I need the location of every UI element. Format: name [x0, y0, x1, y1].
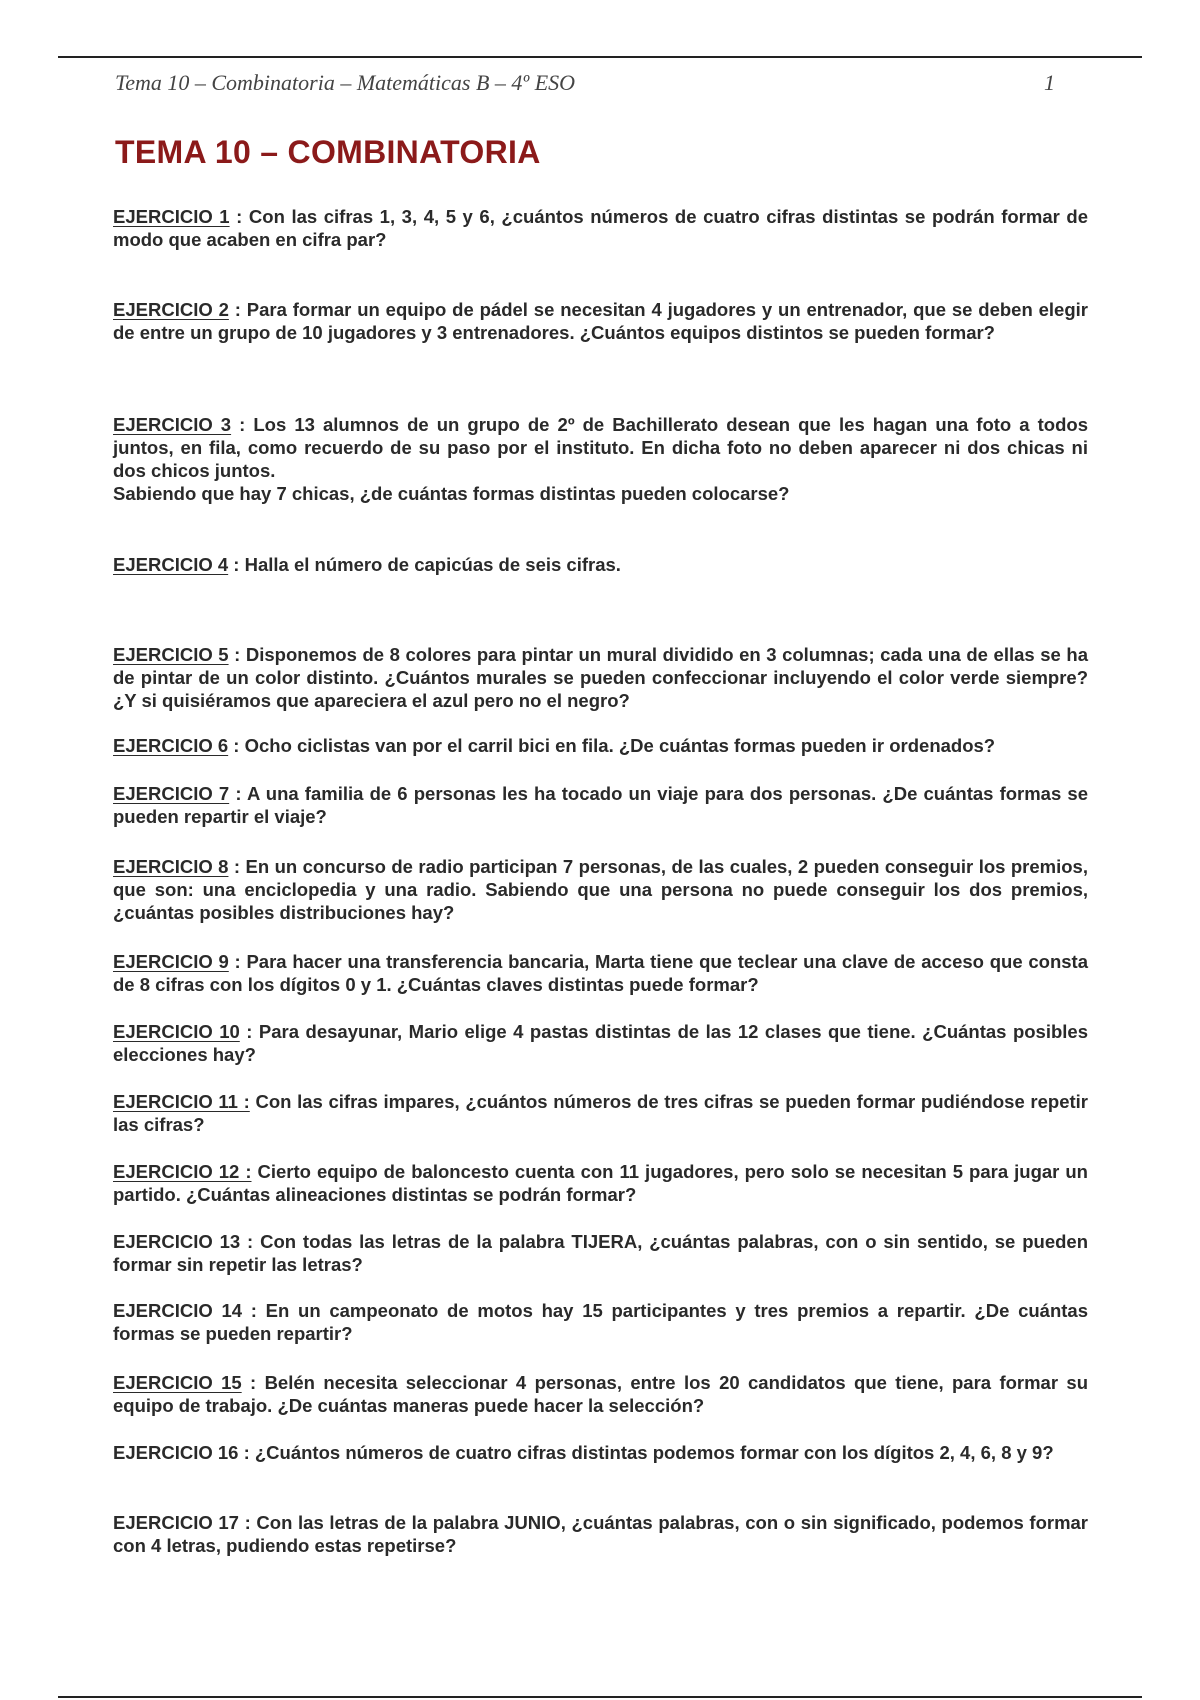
exercise-label: EJERCICIO 5 — [113, 644, 229, 665]
exercise-text: : ¿Cuántos números de cuatro cifras distintas podemos formar con los dígitos 2, 4, 6, 8 y 9? — [238, 1442, 1054, 1463]
exercise-text: : Con todas las letras de la palabra TIJERA, ¿cuántas palabras, con o sin sentido, se pueden formar sin repetir las letras? — [113, 1231, 1088, 1275]
exercise-11 — [113, 1090, 1088, 1136]
exercise-text: : En un concurso de radio participan 7 personas, de las cuales, 2 pueden conseguir los premios, que son: una enciclopedia y una radio. Sabiendo que una persona no puede conseguir los dos premios, ¿cuántas posibles distribuciones hay? — [113, 856, 1088, 923]
exercise-5 — [113, 643, 1088, 712]
exercise-text: : Disponemos de 8 colores para pintar un mural dividido en 3 columnas; cada una de ellas se ha de pintar de un color distinto. ¿Cuántos murales se pueden confeccionar incluyendo el color verde siempre? ¿Y si quisiéramos que apareciera el azul pero no el negro? — [113, 644, 1088, 711]
exercise-text: : Para desayunar, Mario elige 4 pastas distintas de las 12 clases que tiene. ¿Cuántas posibles elecciones hay? — [113, 1021, 1089, 1065]
exercise-text-question: Sabiendo que hay 7 chicas, ¿de cuántas formas distintas pueden colocarse? — [113, 483, 790, 504]
exercise-text: : Para formar un equipo de pádel se necesitan 4 jugadores y un entrenador, que se deben elegir de entre un grupo de 10 jugadores y 3 entrenadores. ¿Cuántos equipos distintos se pueden formar? — [113, 299, 1088, 343]
exercise-10 — [113, 1020, 1088, 1066]
exercise-17 — [113, 1511, 1088, 1557]
exercise-label: EJERCICIO 11 : — [113, 1091, 250, 1112]
exercise-6 — [113, 734, 1088, 757]
exercise-1 — [113, 205, 1088, 251]
exercise-label: EJERCICIO 10 — [113, 1021, 240, 1042]
exercise-14 — [113, 1299, 1088, 1345]
exercise-text: : Halla el número de capicúas de seis cifras. — [228, 554, 621, 575]
bottom-rule — [58, 1696, 1142, 1698]
exercise-label: EJERCICIO 1 — [113, 206, 230, 227]
exercise-text: Con las cifras impares, ¿cuántos números de tres cifras se pueden formar pudiéndose repetir las cifras? — [113, 1091, 1088, 1135]
top-rule — [58, 56, 1142, 58]
exercise-text: : A una familia de 6 personas les ha tocado un viaje para dos personas. ¿De cuántas formas se pueden repartir el viaje? — [113, 783, 1088, 827]
exercise-12 — [113, 1160, 1088, 1206]
exercise-label: EJERCICIO 8 — [113, 856, 229, 877]
exercise-label: EJERCICIO 14 — [113, 1300, 243, 1321]
exercise-text: : Los 13 alumnos de un grupo de 2º de Bachillerato desean que les hagan una foto a todos juntos, en fila, como recuerdo de su paso por el instituto. En dicha foto no deben aparecer ni dos chicas ni dos chicos juntos. — [113, 414, 1088, 481]
exercise-label: EJERCICIO 16 — [113, 1442, 239, 1463]
exercise-13 — [113, 1230, 1088, 1276]
exercise-text: : Con las cifras 1, 3, 4, 5 y 6, ¿cuántos números de cuatro cifras distintas se podrán formar de modo que acaben en cifra par? — [113, 206, 1088, 250]
exercise-text: : En un campeonato de motos hay 15 participantes y tres premios a repartir. ¿De cuántas formas se pueden repartir? — [113, 1300, 1089, 1344]
exercise-2 — [113, 298, 1088, 344]
running-title: Tema 10 – Combinatoria – Matemáticas B – 4º ESO — [115, 70, 576, 95]
exercise-label: EJERCICIO 13 — [113, 1231, 241, 1252]
exercise-9 — [113, 950, 1088, 996]
page-number: 1 — [1044, 70, 1055, 95]
exercise-label: EJERCICIO 3 — [113, 414, 232, 435]
exercise-label: EJERCICIO 4 — [113, 554, 229, 575]
exercise-3 — [113, 413, 1088, 505]
exercise-4 — [113, 553, 1088, 576]
exercise-label: EJERCICIO 15 — [113, 1372, 242, 1393]
exercise-label: EJERCICIO 6 — [113, 735, 229, 756]
exercise-7 — [113, 782, 1088, 828]
exercise-label: EJERCICIO 12 : — [113, 1161, 252, 1182]
exercise-text: : Ocho ciclistas van por el carril bici en fila. ¿De cuántas formas pueden ir ordenados? — [228, 735, 996, 756]
exercise-label: EJERCICIO 7 — [113, 783, 230, 804]
exercise-text: : Con las letras de la palabra JUNIO, ¿cuántas palabras, con o sin significado, podemos formar con 4 letras, pudiendo estas repetirse? — [113, 1512, 1089, 1556]
exercise-label: EJERCICIO 2 — [113, 299, 229, 320]
running-header — [115, 70, 1055, 96]
exercise-text: : Belén necesita seleccionar 4 personas, entre los 20 candidatos que tiene, para formar su equipo de trabajo. ¿De cuántas maneras puede hacer la selección? — [113, 1372, 1089, 1416]
exercise-16 — [113, 1441, 1088, 1464]
exercise-label: EJERCICIO 17 — [113, 1512, 239, 1533]
exercise-8 — [113, 855, 1088, 924]
exercise-15 — [113, 1371, 1088, 1417]
exercise-text: : Para hacer una transferencia bancaria, Marta tiene que teclear una clave de acceso que consta de 8 cifras con los dígitos 0 y 1. ¿Cuántas claves distintas puede formar? — [113, 951, 1089, 995]
exercise-text: Cierto equipo de baloncesto cuenta con 11 jugadores, pero solo se necesitan 5 para jugar un partido. ¿Cuántas alineaciones distintas se podrán formar? — [113, 1161, 1088, 1205]
exercise-label: EJERCICIO 9 — [113, 951, 229, 972]
page-title: TEMA 10 – COMBINATORIA — [115, 134, 541, 170]
